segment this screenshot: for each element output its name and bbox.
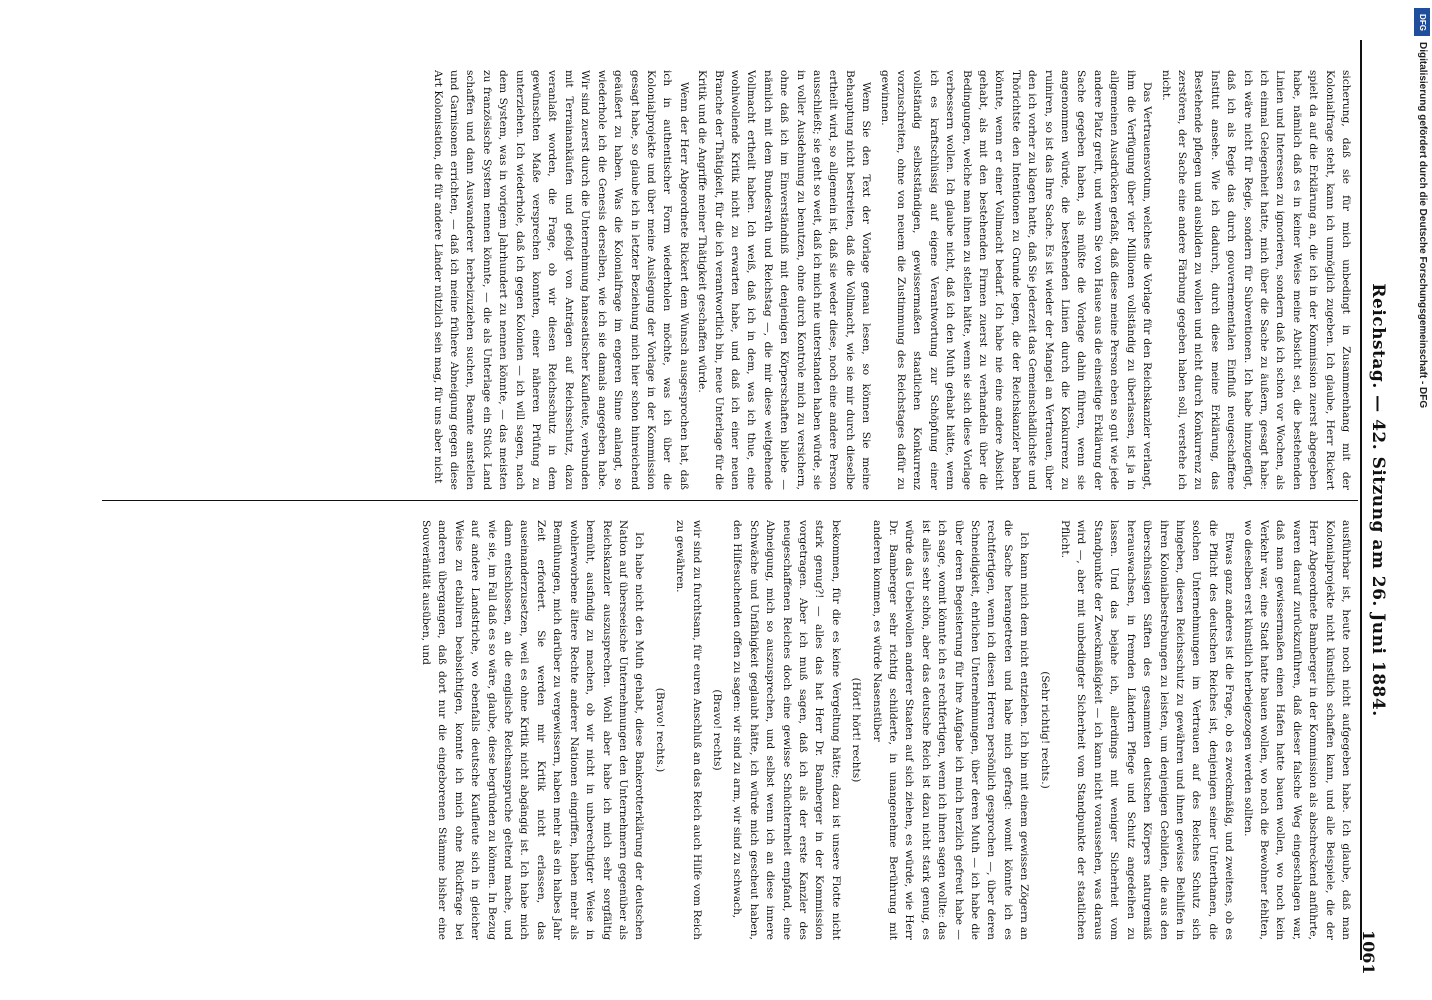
- digitization-note: [1412, 42, 1432, 562]
- interjection: (Sehr richtig! rechts.): [1038, 671, 1051, 789]
- dfg-logo-icon: [1414, 8, 1430, 36]
- paragraph: Ich kann mich dem nicht entziehen. Ich bin mit einem gewissen Zögern an die Sache herangetreten und habe mich gefragt: womit könnte ich es rechtfertigen, wenn ich diesen Herren persönlich gesprochen —, über deren Schneidigkeit, ehrlichen Unternehmungen, über deren Muth — ich habe die über deren Begeisterung für ihre Aufgabe ich mich herzlich gefreut habe — ich sage, womit könnte ich es rechtfertigen, wenn ich ihnen sagen wollte: das ist alles sehr schön, aber das deutsche Reich ist dazu nicht stark genug, es würde das Uebelwollen anderer Staaten auf sich ziehen, es würde, wie Herr Dr. Bamberger sehr richtig schilderte, in unangenehme Berührung mit anderen kommen, es würde Nasenstüber: [870, 520, 1031, 940]
- text-column-left: [102, 70, 1354, 490]
- paragraph: sicherung, daß sie für mich unbedingt in Zusammenhang mit der Kolonialfrage steht, kann ich unmöglich zugeben. Ich glaube, Herr Rickert spielt da auf die Erklärung an, die ich in der Kommission zuerst abgegeben habe, nämlich daß es in keiner Weise meine Absicht sei, die bestehenden Linien und Interessen zu ignorieren, sondern daß ich schon vor Wochen, als ich einmal Gelegenheit hatte, mich über die Sache zu äußern, gesagt habe: ich wäre nicht für Regie, sondern für Subventionen. Ich habe hinzugefügt, daß ich als Regie das durch gouvernementalen Einfluß neugeschaffene Institut ansehe. Wie ich dadurch, durch diese meine Erklärung, das Bestehende pflegen und ausbilden zu wollen und nicht durch Konkurrenz zu zerstören, der Sache eine andere Färbung gegeben haben soll, verstehe ich nicht.: [1159, 70, 1352, 490]
- text-column-right: [102, 520, 1354, 940]
- dfg-logo-text: DFG: [1417, 13, 1427, 31]
- paragraph: Etwas ganz anderes ist die Frage, ob es zweckmäßig, und zweitens, ob es die Pflicht des deutschen Reiches ist, denjenigen seiner Unterthanen, die solchen Unternehmungen im Vertrauen auf des Reiches Schutz sich hingeben, diesen Reichsschutz zu gewähren und ihnen gewisse Beihilfen in ihren Kolonialbestrebungen zu leisten, um denjenigen Gebilden, die aus den überschüssigen Säften des gesammten deutschen Körpers naturgemäß herauswachsen, in fremden Ländern Pflege und Schutz angedeihen zu lassen. Und das bejahe ich, allerdings mit weniger Sicherheit vom Standpunkte der Zweckmäßigkeit — ich kann nicht voraussehen, was daraus wird —, aber mit unbedingter Sicherheit vom Standpunkte der staatlichen Pflicht.: [1059, 520, 1236, 940]
- interjection: (Bravo! rechts): [710, 689, 723, 771]
- paragraph: Ich habe nicht den Muth gehabt, diese Bankerotterklärung der deutschen Nation auf überseeische Unternehmungen den Unternehmern gegenüber als Reichskanzler auszusprechen. Wohl aber habe ich mich sehr sorgfältig bemüht, ausfindig zu machen, ob wir nicht in unberechtigter Weise in wohlerworbene ältere Rechte anderer Nationen eingriffen, haben mehr als Bemühungen, mich darüber zu vergewissern, haben mehr als ein halbes Jahr Zeit erfordert. Sie werden mir Kritik nicht erlassen, das auseinanderzusetzen, weil es ohne Kritik nicht abgängig ist. Ich habe mich dann entschlossen, an die englische Reichsanspruche geltend mache, und wie sie, im Fall daß es so wäre, glaube, diese begründen zu können. In Bezug auf andere Landstriche, wo ebenfalls deutsche Kaufleute sich in gleicher Weise zu etabliren beabsichtigen, konnte ich mich ohne Rückfrage bei anderen übergangen, daß dort nur die eingeborenen Stämme bisher eine Souveränität ausüben, und: [420, 520, 646, 940]
- digitization-note-text: Digitalisierung gefördert durch die Deutsche Forschungsgemeinschaft - DFG: [1417, 42, 1428, 409]
- interjection: (Bravo! rechts.): [653, 687, 666, 773]
- page-header-title: Reichstag. — 42. Sitzung am 26. Juni 1884.: [1368, 283, 1388, 717]
- interjection: (Hört! hört! rechts): [850, 677, 863, 783]
- page-number: 1061: [1359, 930, 1378, 975]
- paragraph: Wenn der Herr Abgeordnete Rickert dem Wunsch ausgesprochen hat, daß ich in authentischer Form wiederholen möchte, was ich über die Kolonialprojekte und über meine Auslegung der Vorlage in der Kommission gesagt habe, so glaube ich in letzter Beziehung mich hier schon hinreichend geäußert zu haben. Was die Kolonialfrage im engeren Sinne anlangt, so wiederhole ich die Genesis derselben, wie ich sie damals angegeben habe. Wir sind zuerst durch die Unternehmung hanseatischer Kaufleute, verbunden mit Terrainankäufen und gefolgt von Anträgen auf Reichsschutz, dazu veranlaßt worden, die Frage, ob wir diesen Reichsschutz in dem gewünschten Maße versprechen konnten, einer näheren Prüfung zu unterziehen. Ich wiederhole, daß ich gegen Kolonien — ich will sagen, nach dem System, was in vorigem Jahrhundert zu nennen könnte, — das meisten zu französische System nennen könnte, — die als Unterlage ein Stück Land schaffen und dann Auswanderer herbeizuziehen suchen, Beamte anstellen und Garnisonen errichten, — daß ich meine frühere Abneigung gegen diese Art Kolonisation, die für andere Länder nützlich sein mag, für uns aber nicht: [431, 70, 690, 490]
- paragraph: Das Vertrauensvotum, welches die Vorlage für den Reichskanzler verlangt, ihm die Verfügung über vier Millionen vollständig zu überlassen, ist ja in allgemeinen Ausdrücken gefaßt, daß diese meine Person eben so gut wie jede andere Platz greift, und wenn Sie von Hause aus die einseitige Erklärung der Sache gegeben haben, als müßte die Vorlage dahin führen, wenn sie angenommen würde, die bestehenden Linien durch die Konkurrenz zu ruiniren, so ist das Ihre Sache. Es ist wieder der Mangel an Vertrauen, über den ich vorher zu klagen hatte, daß Sie jederzeit das Gemeinschädlichste und Thörichtste den Intentionen zu Grunde legen, die der Reichskanzler haben könnte, wenn er einer Vollmacht bedarf. Ich habe nie eine andere Absicht gehabt, als mit den bestehenden Firmen zuerst zu verhandeln über die Bedingungen, welche man ihnen zu stellen hätte, wenn sie sich diese Vorlage verbessern wollen. Ich glaube nicht, daß ich den Muth gehabt hätte, wenn ich es kraftschlüssig auf eigene Verantwortung zur Schöpfung einer vollständig selbstständigen, gewissermaßen staatlichen Konkurrenz vorzuschreiten, ohne von neuem die Zustimmung des Reichstages dafür zu gewinnen.: [878, 70, 1154, 490]
- paragraph: Wenn Sie den Text der Vorlage genau lesen, so können Sie meine Behauptung nicht bestreiten, daß die Vollmacht, wie sie mir durch dieselbe ertheilt wird, so allgemein ist, daß sie weder diese, noch eine andere Person ausschließt; sie geht so weit, daß ich mich nie unterstanden haben würde, sie in voller Ausdehnung zu benutzen, ohne durch Kontrole mich zu versichern, ohne daß ich im Einverständniß mit denjenigen Körperschaften bliebe — nämlich mit dem Bundesrath und Reichstag —, die mir diese weitgehende Vollmacht ertheilt haben. Ich weiß, daß ich in dem, was ich thue, eine wohlwollende Kritik nicht zu erwarten habe, und daß ich einer neuen Branche der Thätigkeit, für die ich verantwortlich bin, neue Unterlage für die Kritik und die Angriffe meiner Thätigkeit geschaffen würde.: [696, 70, 873, 490]
- digitization-sidebar: [1412, 6, 1432, 1000]
- paragraph: ausführbar ist, heute noch nicht aufgegeben habe. Ich glaube, daß man Kolonialprojekte nicht künstlich schaffen kann, und alle Beispiele, die der Herr Abgeordnete Bamberger in der Kommission als abschreckend anführte, waren darauf zurückzuführen, daß dieser falsche Weg eingeschlagen war, daß man gewissermaßen einen Hafen hatte bauen wollen, wo noch kein Verkehr war, eine Stadt hatte bauen wollen, wo noch die Bewohner fehlten, wo dieselben erst künstlich herbeigezogen werden sollten.: [1241, 520, 1352, 940]
- column-divider: [102, 500, 1358, 501]
- paragraph: bekommen, für die es keine Vergeltung hätte; dazu ist unsere Flotte nicht stark genug?! — alles das hat Herr Dr. Bamberger in der Kommission vorgetragen. Aber ich muß sagen, daß ich als der erste Kanzler des neugeschaffenen Reiches doch eine gewisse Schüchternheit empfand, eine Abneigung, mich so auszusprechen, und selbst wenn ich an diese innere Schwäche und Unfähigkeit geglaubt hätte, ich würde mich gescheut haben, den Hilfesuchenden offen zu sagen: wir sind zu arm, wir sind zu schwach,: [731, 520, 842, 940]
- paragraph: wir sind zu furchtsam, für euren Anschluß an das Reich auch Hilfe vom Reich zu gewähren.: [674, 520, 703, 940]
- header-rule: [1360, 40, 1362, 960]
